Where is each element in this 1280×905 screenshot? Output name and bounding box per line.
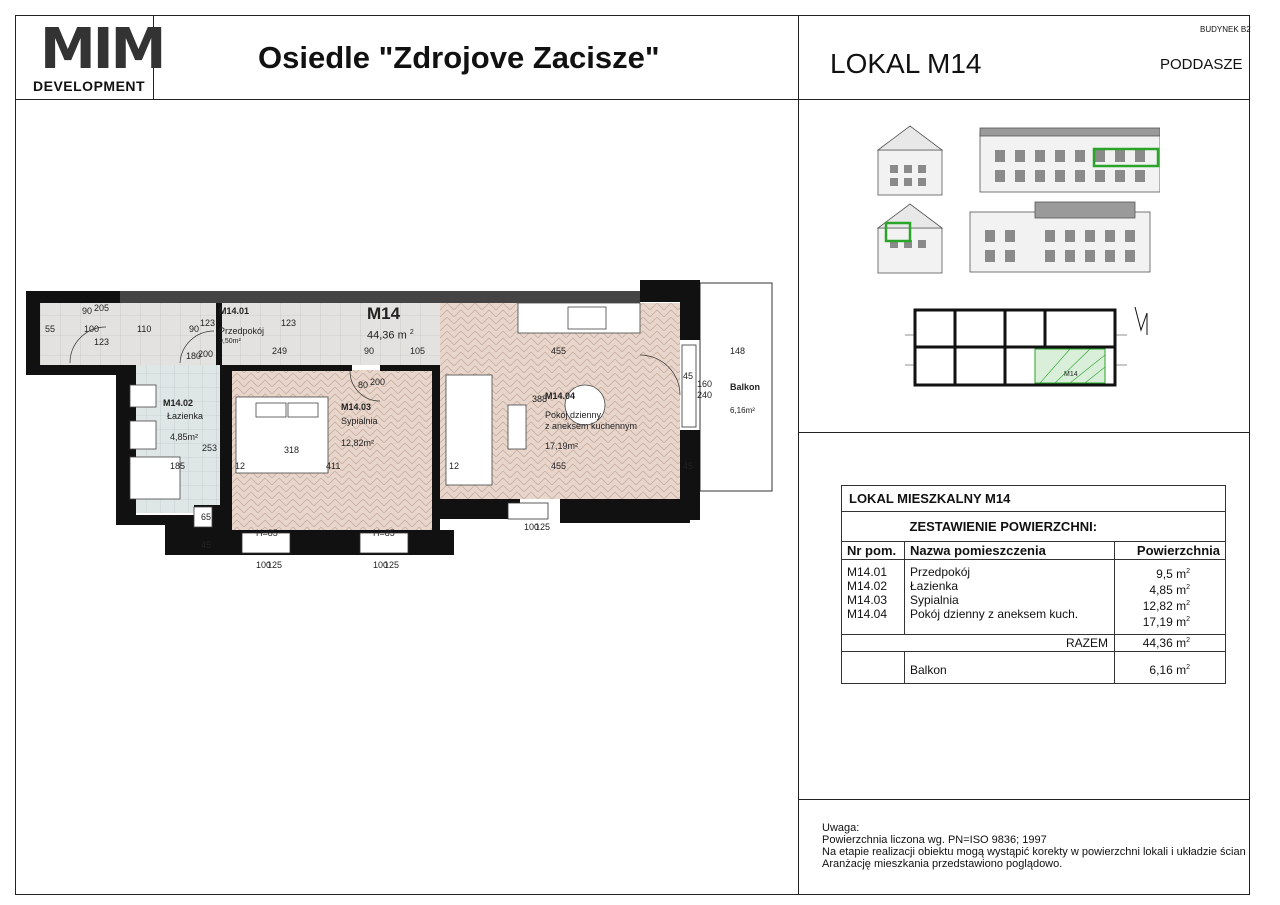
- building-label: BUDYNEK B2: [1200, 25, 1251, 34]
- room-area-bedroom: 12,82m²: [341, 438, 375, 448]
- dim-label: 80: [358, 380, 369, 390]
- col-header-no: Nr pom.: [842, 542, 905, 560]
- room-name-bedroom: Sypialnia: [341, 416, 378, 426]
- room-name-living: Pokój dzienny: [545, 410, 602, 420]
- dim-label: 100: [84, 324, 100, 334]
- dim-label: 240: [697, 390, 713, 400]
- dim-label: 125: [384, 560, 400, 570]
- dim-label: H=85: [373, 528, 395, 538]
- table-row: Przedpokój: [910, 565, 971, 579]
- dim-label: 185: [170, 461, 186, 471]
- notes-divider: [798, 799, 1250, 800]
- room-area-hall: 9,50m²: [219, 338, 241, 345]
- room-id-living: M14.04: [545, 391, 576, 401]
- dim-label: 455: [551, 461, 567, 471]
- table-row: Pokój dzienny z aneksem kuch.: [910, 607, 1079, 621]
- table-row: 17,19 $m^2$: [1142, 615, 1190, 629]
- notes-line: Aranżację mieszkania przedstawiono poglądowo.: [822, 858, 1063, 870]
- dim-label: 123: [94, 337, 110, 347]
- room-numbers-cell: [842, 560, 905, 635]
- dim-label: 249: [272, 346, 288, 356]
- dim-label: 200: [370, 377, 386, 387]
- dim-label: 180: [186, 351, 202, 361]
- dim-label: 90: [189, 324, 200, 334]
- notes-title: Uwaga:: [822, 822, 860, 834]
- dim-label: 12: [449, 461, 460, 471]
- notes-block: [822, 822, 1246, 870]
- room-id-bedroom: M14.03: [341, 402, 372, 412]
- header-divider: [15, 99, 1250, 100]
- col-header-area: Powierzchnia: [1115, 542, 1226, 560]
- table-row: M14.02: [847, 579, 888, 593]
- dim-label: 388: [532, 394, 548, 404]
- table-row: Łazienka: [910, 579, 959, 593]
- table-row: M14.01: [847, 565, 888, 579]
- dim-label: 100: [256, 560, 272, 570]
- dim-label: 45: [683, 371, 694, 381]
- balcony-label: Balkon: [730, 382, 761, 392]
- table-row: M14.03: [847, 593, 888, 607]
- table-row: 12,82 $m^2$: [1142, 599, 1190, 613]
- total-label: RAZEM: [905, 635, 1115, 652]
- room-id-bath: M14.02: [163, 398, 194, 408]
- balcony-row-label: Balkon: [905, 652, 1115, 684]
- elevation-divider: [798, 432, 1250, 433]
- dim-label: 12: [235, 461, 246, 471]
- dim-label: 55: [45, 324, 56, 334]
- dim-label: 160: [697, 379, 713, 389]
- notes-line: Powierzchnia liczona wg. PN=ISO 9836; 1997: [822, 834, 1047, 846]
- dim-label: 45: [201, 540, 212, 550]
- dim-label: 45: [683, 461, 694, 471]
- dim-label: 205: [94, 303, 110, 313]
- elevation-drawings: [870, 120, 1160, 280]
- unit-plan-label: M14: [367, 304, 401, 323]
- dim-label: 90: [82, 306, 93, 316]
- dim-label: H=85: [256, 528, 278, 538]
- table-row: M14.04: [847, 607, 888, 621]
- dim-label: 65: [201, 512, 212, 522]
- logo-subtitle: DEVELOPMENT: [33, 78, 146, 94]
- main-divider: [798, 15, 799, 895]
- dim-label: 90: [364, 346, 375, 356]
- dim-label: 455: [551, 346, 567, 356]
- key-plan: [895, 295, 1155, 405]
- dim-label: 105: [410, 346, 426, 356]
- total-value: 44,36 $m^2$: [1115, 635, 1226, 652]
- dim-label: 253: [202, 443, 218, 453]
- table-heading: LOKAL MIESZKALNY M14: [842, 486, 1226, 512]
- dim-label: 100: [373, 560, 389, 570]
- dim-label: 123: [281, 318, 297, 328]
- room-area-living: 17,19m²: [545, 441, 579, 451]
- logo-mark: MIM: [40, 17, 164, 82]
- balcony-area: 6,16m²: [730, 406, 755, 415]
- room-area-bath: 4,85m²: [170, 432, 199, 442]
- table-row: 9,5 $m^2$: [1156, 567, 1190, 581]
- area-summary-table: [841, 485, 1226, 684]
- room-name2-living: z aneksem kuchennym: [545, 421, 638, 431]
- north-arrow-icon: [1135, 307, 1147, 335]
- dim-label: 125: [535, 522, 551, 532]
- room-name-hall: Przedpokój: [219, 326, 265, 336]
- dim-label: 110: [137, 324, 152, 334]
- dim-label: 100: [524, 522, 540, 532]
- table-row: Sypialnia: [910, 593, 959, 607]
- unit-plan-area: 44,36 m $^2$: [367, 329, 414, 342]
- dim-label: 123: [200, 318, 216, 328]
- page-title: Osiedle "Zdrojove Zacisze": [258, 40, 660, 75]
- dim-label: 148: [730, 346, 746, 356]
- table-row: 4,85 $m^2$: [1149, 583, 1190, 597]
- notes-line: Na etapie realizacji obiektu mogą wystąpić korekty w powierzchni lokali i układzie ścian: [822, 846, 1246, 858]
- dim-label: 411: [326, 461, 341, 471]
- room-areas-cell: [1115, 560, 1226, 635]
- dim-label: 125: [267, 560, 283, 570]
- col-header-name: Nazwa pomieszczenia: [905, 542, 1115, 560]
- dim-label: 200: [198, 349, 214, 359]
- balcony-row-value: 6,16 $m^2$: [1115, 652, 1226, 684]
- room-name-bath: Łazienka: [167, 411, 204, 421]
- keyplan-unit-label: M14: [1064, 371, 1078, 378]
- dim-label: 318: [284, 445, 300, 455]
- room-id-hall: M14.01: [219, 306, 250, 316]
- room-names-cell: [905, 560, 1115, 635]
- table-subheading: ZESTAWIENIE POWIERZCHNI:: [905, 512, 1226, 542]
- unit-title: LOKAL M14: [830, 48, 982, 79]
- floor-label: PODDASZE: [1160, 56, 1243, 73]
